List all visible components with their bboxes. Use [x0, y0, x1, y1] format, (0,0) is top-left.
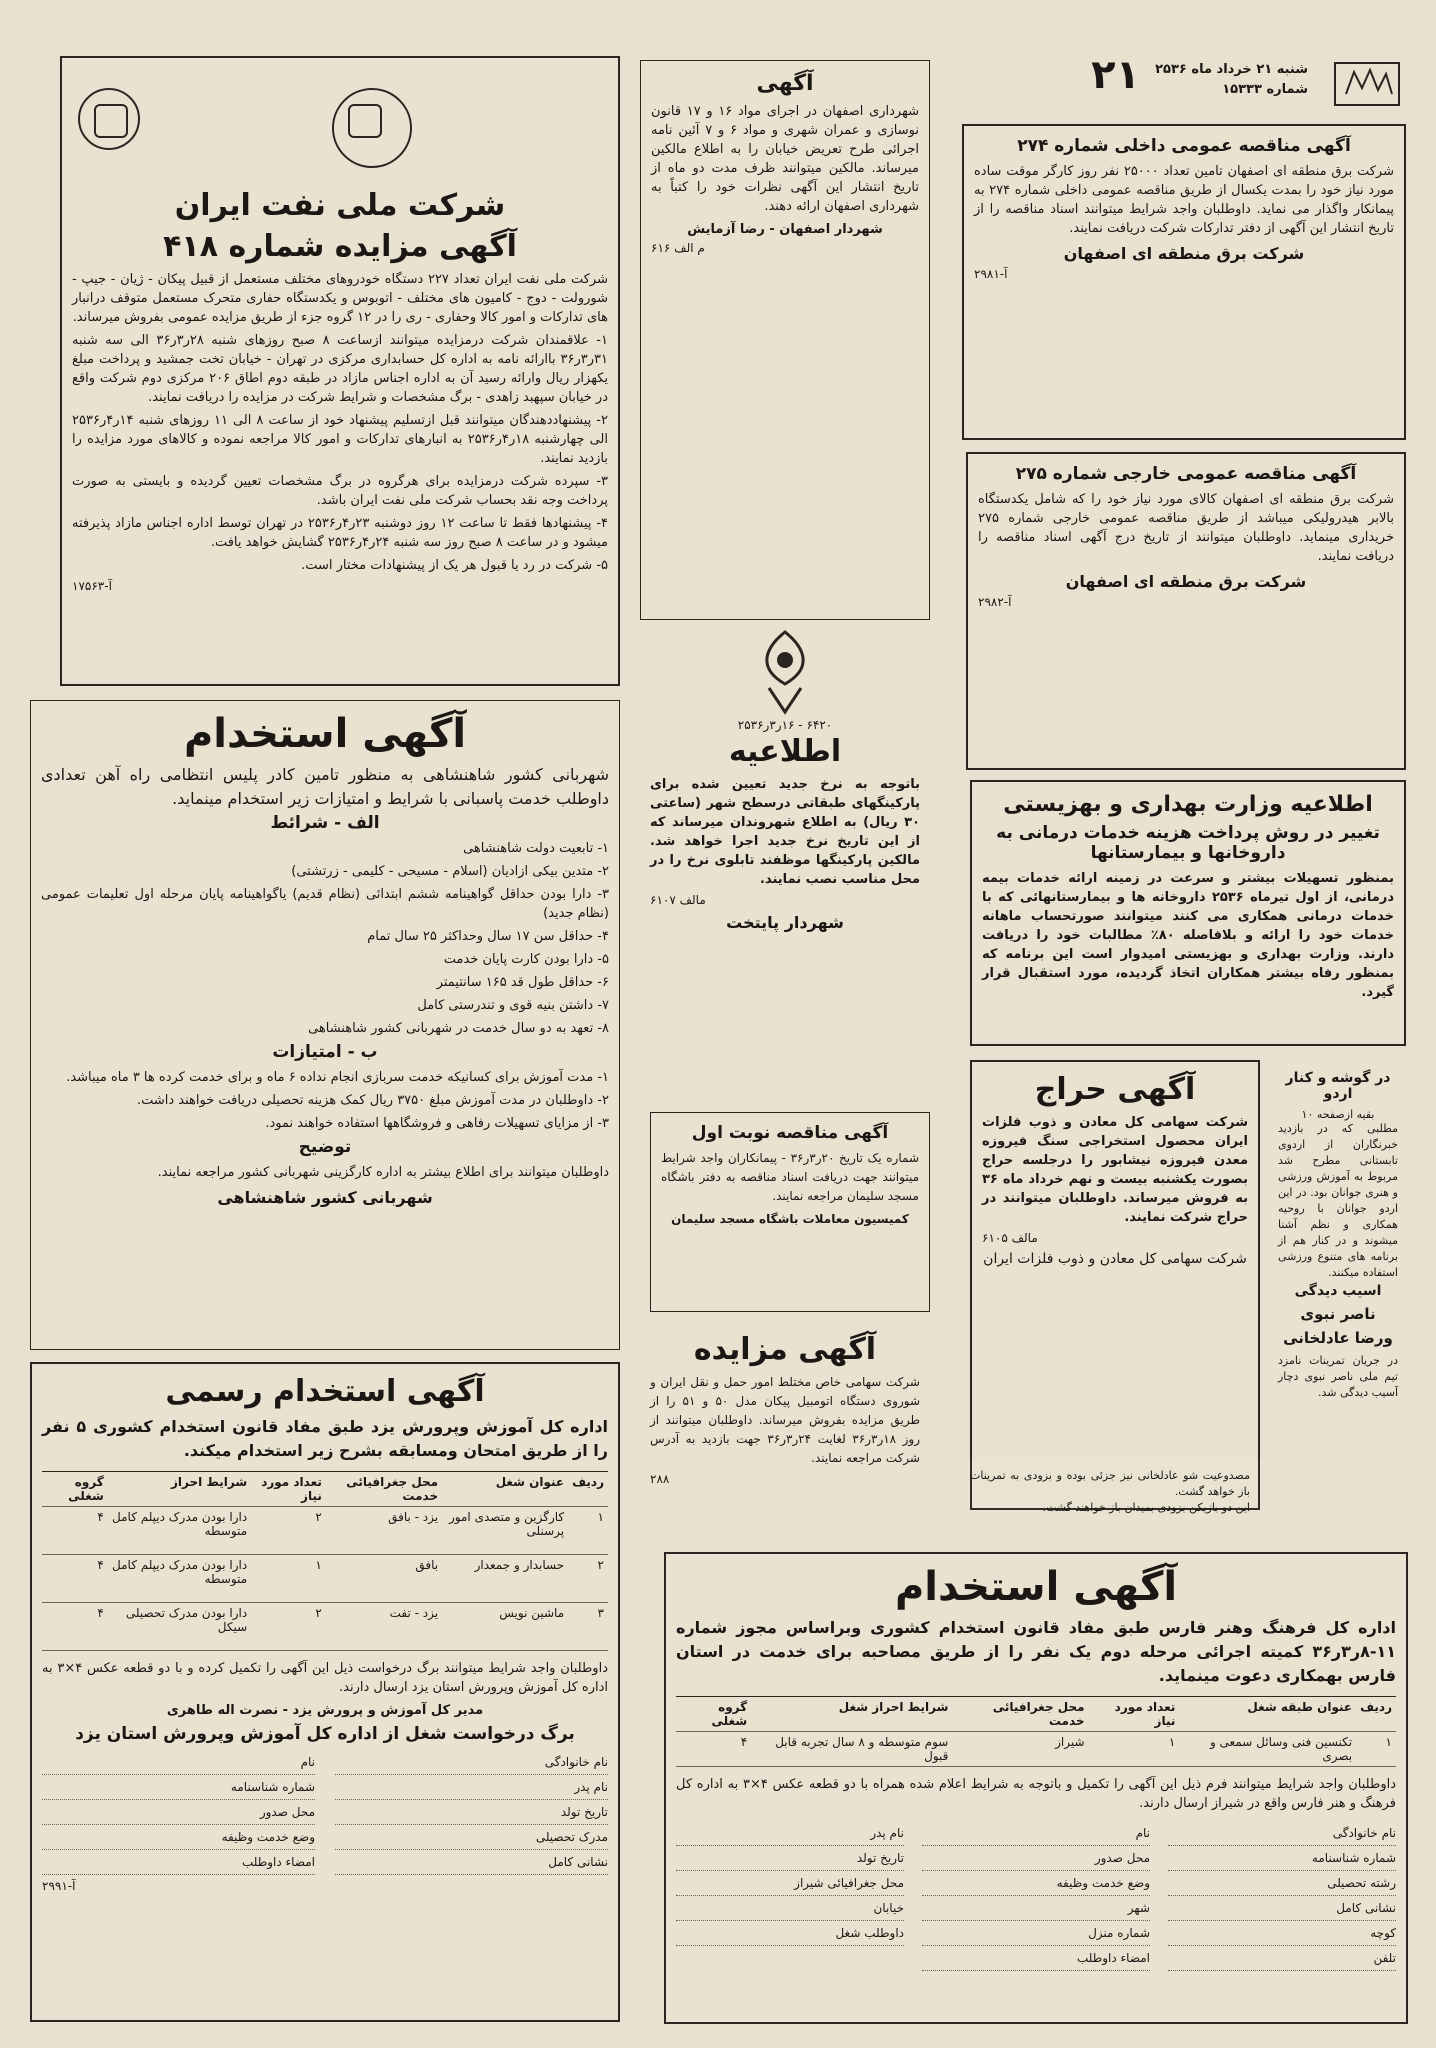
tender-274-ad: [962, 124, 1406, 440]
masthead-issue: شماره ۱۵۳۳۳: [1222, 82, 1308, 97]
harraj-auction-ad: [970, 1060, 1260, 1510]
capital-ref: مالف ۶۱۰۷: [650, 893, 706, 907]
tender-first-sign: کمیسیون معاملات باشگاه مسجد سلیمان: [671, 1212, 909, 1226]
cell: سوم متوسطه و ۸ سال تجربه قابل قبول: [751, 1732, 952, 1767]
cell: ۴: [42, 1507, 108, 1555]
col-header: گروه شغلی: [42, 1472, 108, 1507]
health-title: اطلاعیه وزارت بهداری و بهزیستی: [1003, 792, 1373, 817]
harraj-sign: شرکت سهامی کل معادن و ذوب فلزات ایران: [983, 1251, 1247, 1267]
yazd-jobs-table: [42, 1471, 608, 1651]
sports-column: [1268, 1060, 1408, 1510]
nioc-emblem: [78, 88, 140, 150]
fars-title: آگهی استخدام: [894, 1564, 1178, 1610]
yazd-ref: آ-۲۹۹۱: [42, 1879, 76, 1893]
form-field[interactable]: شماره منزل: [922, 1921, 1150, 1946]
police-intro: شهربانی کشور شاهنشاهی به منظور تامین کادر پلیس انتظامی راه آهن تعدادی داوطلب خدمت پاسبانی با شرایط و امتیازات زیر استخدام مینماید.: [41, 765, 609, 808]
form-field[interactable]: نام پدر: [335, 1775, 608, 1800]
form-field[interactable]: محل جغرافیائی شیراز: [676, 1871, 904, 1896]
col-header: ردیف: [1356, 1697, 1396, 1732]
yazd-form-title: برگ درخواست شغل از اداره کل آموزش وپرورش استان یزد: [75, 1724, 575, 1744]
fars-jobs-table: [676, 1696, 1396, 1767]
tender-275-title: آگهی مناقصه عمومی خارجی شماره ۲۷۵: [1015, 464, 1357, 484]
form-field[interactable]: امضاء داوطلب: [42, 1850, 315, 1875]
form-field[interactable]: امضاء داوطلب: [922, 1946, 1150, 1971]
capital-notice-ad: [640, 620, 930, 1110]
nioc-org: شرکت ملی نفت ایران: [174, 188, 506, 223]
harraj-ref: مالف ۶۱۰۵: [982, 1231, 1038, 1245]
cell: حسابدار و جمعدار: [442, 1555, 568, 1603]
list-item: ۸- تعهد به دو سال خدمت در شهربانی کشور شاهنشاهی: [308, 1021, 609, 1036]
cell: ۱: [1089, 1732, 1180, 1767]
cell: ۳: [568, 1603, 608, 1651]
table-row: [42, 1507, 608, 1555]
cell: ۲: [568, 1555, 608, 1603]
fars-employment-ad: [664, 1552, 1408, 2024]
police-conditions: [41, 839, 609, 1038]
form-field[interactable]: نام پدر: [676, 1821, 904, 1846]
yazd-sign: مدیر کل آموزش و پرورش یزد - نصرت اله طاهری: [166, 1703, 484, 1718]
cell: شیراز: [952, 1732, 1088, 1767]
nioc-para: ۱- علاقمندان شرکت درمزایده میتوانند ازساعت ۸ صبح روزهای شنبه ۲۸ر۳ر۳۶ الی سه شنبه ۳۱ر۳ر۳۶ باارائه نامه به اداره کل حسابداری مرکزی در تهران - خیابان تخت جمشید و پرداخت مبلغ یکهزار ریال وارائه رسید آن به اداره اجناس مازاد در طبقه دوم اطاق ۲۰۶ مرکزی دوم شرکت واقع در خیابان سپهبد زاهدی - برگ مشخصات و شرایط شرکت در مزایده را دریافت نمایند.: [72, 333, 608, 405]
col-header: تعداد مورد نیاز: [251, 1472, 326, 1507]
nioc-para: شرکت ملی نفت ایران تعداد ۲۲۷ دستگاه خودروهای مختلف مستعمل از قبیل پیکان - ژیان - جیپ - شورولت - دوج - کامیون های مختلف - اتوبوس و یکدستگاه حفاری متحرک مستعمل متوقف درانبار های تدارکات و امور کالا وحفاری - ری را در ۱۲ گروه جزء از طریق مزایده عمومی بفروش میرساند.: [72, 272, 608, 325]
cell: یزد - تفت: [326, 1603, 442, 1651]
form-field[interactable]: شهر: [922, 1896, 1150, 1921]
form-field[interactable]: نشانی کامل: [1168, 1896, 1396, 1921]
nioc-title: آگهی مزایده شماره ۴۱۸: [163, 229, 517, 264]
health-ministry-ad: [970, 780, 1406, 1046]
isfahan-title: آگهی: [756, 71, 814, 96]
nioc-para: ۵- شرکت در رد یا قبول هر یک از پیشنهادات مختار است.: [301, 558, 608, 573]
form-field[interactable]: نام خانوادگی: [1168, 1821, 1396, 1846]
police-benefits: [41, 1068, 609, 1133]
form-field[interactable]: کوچه: [1168, 1921, 1396, 1946]
yazd-form: [42, 1750, 608, 1875]
form-field[interactable]: نام: [922, 1821, 1150, 1846]
tender-275-ref: آ-۲۹۸۲: [978, 595, 1012, 609]
form-field[interactable]: شماره شناسنامه: [1168, 1846, 1396, 1871]
capital-sign: شهردار پایتخت: [726, 913, 844, 932]
police-employment-ad: [30, 700, 620, 1350]
police-note: داوطلبان میتوانند برای اطلاع بیشتر به اداره کارگزینی شهربانی کشور مراجعه نمایند.: [157, 1165, 609, 1180]
list-item: ۷- داشتن بنیه قوی و تندرستی کامل: [417, 998, 609, 1013]
form-field[interactable]: تاریخ تولد: [335, 1800, 608, 1825]
col-header: ردیف: [568, 1472, 608, 1507]
auction-ad: [640, 1322, 930, 1542]
nioc-ref: آ-۱۷۵۶۳: [72, 579, 112, 593]
masthead-logo: [1334, 62, 1400, 106]
fars-notes: داوطلبان واجد شرایط میتوانند فرم ذیل این آگهی را تکمیل و باتوجه به شرایط اعلام شده همراه با دو قطعه عکس ۴×۳ به اداره کل فرهنگ و هنر فارس واقع در شیراز ارسال دارند.: [676, 1777, 1397, 1811]
yazd-intro: اداره کل آموزش وپرورش یزد طبق مفاد قانون استخدام کشوری ۵ نفر را از طریق امتحان ومسابقه بشرح زیر استخدام میکند.: [42, 1417, 609, 1460]
cell: کارگزین و متصدی امور پرسنلی: [442, 1507, 568, 1555]
col-header: تعداد مورد نیاز: [1089, 1697, 1180, 1732]
fars-intro: اداره کل فرهنگ وهنر فارس طبق مفاد قانون استخدام کشوری وبراساس مجوز شماره ۱۱-۸ر۳ر۳۶ کمیته اجرائی مرحله دوم یک نفر را از طریق مصاحبه برای خدمت در استان فارس بهمکاری دعوت مینماید.: [676, 1618, 1396, 1685]
tender-first-ad: [650, 1112, 930, 1312]
police-h2: ب - امتیازات: [272, 1042, 378, 1062]
table-row: [676, 1732, 1396, 1767]
cell: ۴: [676, 1732, 751, 1767]
list-item: ۲- داوطلبان در مدت آموزش مبلغ ۳۷۵۰ ریال کمک هزینه تحصیلی دریافت خواهند داشت.: [136, 1093, 609, 1108]
tender-274-text: شرکت برق منطقه ای اصفهان تامین تعداد ۲۵۰۰۰ نفر روز کارگر موقت ساده مورد نیاز خود را بمدت یکسال از طریق مناقصه عمومی داخلی شماره ۲۷۴ به پیمانکار واگذار می نماید. داوطلبان واجد شرایط میتوانند اسناد مناقصه را از تاریخ انتشار این آگهی از دفتر تدارکات شرکت دریافت نمایند.: [974, 164, 1394, 236]
column-text: مطلبی که در بازدید خبرنگاران از اردوی تابستانی مطرح شد مربوط به آموزش ورزشی و هنری جوانان بود. در این اردو جوانان با روحیه همکاری و نظم آشنا میشوند و در کنار هم از برنامه های متنوع ورزشی استفاده میکنند.: [1278, 1122, 1398, 1279]
police-h1: الف - شرائط: [270, 813, 380, 833]
capital-title: اطلاعیه: [728, 734, 842, 769]
nioc-para: ۳- سپرده شرکت درمزایده برای هرگروه در برگ مشخصات تعیین گردیده و بایستی به صورت پرداخت وجه نقد بحساب شرکت ملی نفت ایران باشد.: [72, 474, 608, 508]
cell: بافق: [326, 1555, 442, 1603]
list-item: ۵- دارا بودن کارت پایان خدمت: [443, 952, 609, 967]
table-header-row: [676, 1697, 1396, 1732]
tender-275-sign: شرکت برق منطقه ای اصفهان: [1065, 572, 1307, 591]
harraj-text: شرکت سهامی کل معادن و ذوب فلزات ایران محصول استخراجی سنگ فیروزه معدن فیروزه نیشابور را درجلسه حراج بصورت یکشنبه بیست و نهم خرداد ماه ۳۶ به فروش میرساند. داوطلبان میتوانند در حراج شرکت نمایند.: [982, 1115, 1248, 1225]
table-row: [42, 1603, 608, 1651]
column-bullet: اسیب دیدگی: [1294, 1283, 1382, 1299]
seal-text: ۶۴۲۰ - ۱۶ر۳ر۲۵۳۶: [737, 718, 833, 732]
page-number: ۲۱: [1091, 52, 1140, 98]
cell: دارا بودن مدرک دیپلم کامل متوسطه: [108, 1555, 251, 1603]
cell: ۲: [251, 1507, 326, 1555]
isfahan-ref: م الف ۶۱۶: [651, 241, 705, 255]
health-text: بمنظور تسهیلات بیشتر و سرعت در زمینه ارائه خدمات بیمه درمانی، از اول تیرماه ۲۵۳۶ داروخانه ها و بیمارستانهائی که با خدمات درمانی همکاری می کنند میتوانند صورتحساب ماهانه خدمات خود را ارائه و بلافاصله ۸۰٪ مطالبات خود را دریافت دارند. وزارت بهداری و بهزیستی امیدوار است این برنامه که بمنظور رفاه بیشتر همکاران اتخاذ گردیده، مورد استقبال قرار گیرد.: [982, 871, 1394, 1000]
list-item: ۳- از مزایای تسهیلات رفاهی و فروشگاهها استفاده خواهند نمود.: [265, 1116, 609, 1131]
masthead-date: شنبه ۲۱ خرداد ماه ۲۵۳۶: [1155, 62, 1308, 77]
form-field[interactable]: تاریخ تولد: [676, 1846, 904, 1871]
column-subtitle: بقیه ازصفحه ۱۰: [1301, 1108, 1375, 1121]
form-field[interactable]: نام: [42, 1750, 315, 1775]
police-title: آگهی استخدام: [183, 711, 467, 757]
form-field[interactable]: داوطلب شغل: [676, 1921, 904, 1946]
harraj-title: آگهی حراج: [1034, 1072, 1196, 1107]
fars-form: [676, 1821, 1396, 1971]
list-item: ۲- متدین بیکی ازادیان (اسلام - مسیحی - کلیمی - زرتشتی): [291, 864, 609, 879]
form-field[interactable]: نشانی کامل: [335, 1850, 608, 1875]
form-field[interactable]: شماره شناسنامه: [42, 1775, 315, 1800]
form-field[interactable]: وضع خدمت وظیفه: [42, 1825, 315, 1850]
cell: ۱: [568, 1507, 608, 1555]
form-field[interactable]: رشته تحصیلی: [1168, 1871, 1396, 1896]
bottom-column-text: [960, 1460, 1260, 1524]
cell: ۴: [42, 1555, 108, 1603]
form-field[interactable]: نام خانوادگی: [335, 1750, 608, 1775]
cell: ماشین نویس: [442, 1603, 568, 1651]
list-item: ۱- مدت آموزش برای کسانیکه خدمت سربازی انجام نداده ۶ ماه و برای خدمت کرده ها ۳ ماه میباشد.: [66, 1070, 609, 1085]
police-sign: شهربانی کشور شاهنشاهی: [217, 1188, 433, 1207]
municipality-seal: [650, 628, 920, 718]
form-field[interactable]: تلفن: [1168, 1946, 1396, 1971]
nioc-logo: [332, 88, 412, 168]
police-h3: توضیح: [298, 1137, 352, 1157]
column-title: در گوشه و کنار اردو: [1285, 1070, 1391, 1102]
tender-274-title: آگهی مناقصه عمومی داخلی شماره ۲۷۴: [1017, 136, 1351, 156]
col-header: گروه شغلی: [676, 1697, 751, 1732]
tender-275-text: شرکت برق منطقه ای اصفهان کالای مورد نیاز خود را که شامل یکدستگاه بالابر هیدرولیکی میباشد از طریق مناقصه عمومی خارجی شماره ۲۷۵ خریداری مینماید. داوطلبان میتوانند از تاریخ درج آگهی اسناد مناقصه را دریافت نمایند.: [978, 492, 1394, 564]
column-author1: ناصر نبوی: [1300, 1305, 1376, 1323]
column-author2: ورضا عادلخانی: [1283, 1329, 1393, 1347]
cell: یزد - بافق: [326, 1507, 442, 1555]
isfahan-text: شهرداری اصفهان در اجرای مواد ۱۶ و ۱۷ قانون نوسازی و عمران شهری و مواد ۶ و ۷ آئین نامه اجرائی طرح تعریض خیابان را به اطلاع مالکین میرساند. مالکین میتوانند ظرف مدت دو ماه از تاریخ انتشار این آگهی نظرات خود را کتباً به شهرداری اصفهان ارائه دهند.: [651, 104, 919, 214]
cell: ۱: [1356, 1732, 1396, 1767]
capital-text: باتوجه به نرخ جدید تعیین شده برای پارکینگهای طبقاتی درسطح شهر (ساعتی ۳۰ ریال) به اطلاع شهروندان میرساند که از این تاریخ نرخ جدید اجرا خواهد شد. مالکین پارکینگها موظفند تابلوی نرخ را در محل مناسب نصب نمایند.: [650, 777, 920, 887]
tender-first-text: شماره یک تاریخ ۲۰ر۳ر۳۶ - پیمانکاران واجد شرایط میتوانند جهت دریافت اسناد مناقصه به دفتر باشگاه مسجد سلیمان مراجعه نمایند.: [661, 1151, 919, 1203]
nioc-auction-ad: [60, 56, 620, 686]
tender-274-ref: آ-۲۹۸۱: [974, 267, 1008, 281]
column-text2: در جریان تمرینات نامزد تیم ملی ناصر نبوی دچار آسیب دیدگی شد.: [1278, 1354, 1398, 1399]
nioc-body: [72, 270, 608, 575]
col-header: محل جغرافیائی خدمت: [952, 1697, 1088, 1732]
cell: دارا بودن مدرک دیپلم کامل متوسطه: [108, 1507, 251, 1555]
cell: دارا بودن مدرک تحصیلی سیکل: [108, 1603, 251, 1651]
col-header: شرایط احراز شغل: [751, 1697, 952, 1732]
tender-first-title: آگهی مناقصه نوبت اول: [691, 1123, 889, 1143]
auction-text: شرکت سهامی خاص مختلط امور حمل و نقل ایران و شوروی دستگاه اتومبیل پیکان مدل ۵۰ و ۵۱ را از طریق مزایده بفروش میرساند. داوطلبان میتوانند از روز ۱۸ر۳ر۳۶ لغایت ۲۴ر۳ر۳۶ جهت بازدید به آدرس شرکت مراجعه نمایند.: [650, 1375, 920, 1465]
cell: ۲: [251, 1603, 326, 1651]
list-item: ۶- حداقل طول قد ۱۶۵ سانتیمتر: [436, 975, 609, 990]
bottom-text2: این دو بازیکن بزودی بمیدان باز خواهند گشت.: [1042, 1501, 1250, 1514]
form-field[interactable]: محل صدور: [42, 1800, 315, 1825]
col-header: عنوان طبقه شغل: [1179, 1697, 1356, 1732]
table-row: [42, 1555, 608, 1603]
nioc-para: ۴- پیشنهادها فقط تا ساعت ۱۲ روز دوشنبه ۲۳ر۴ر۲۵۳۶ در تهران توسط اداره اجناس مازاد پذیرفته میشود و در ساعت ۸ صبح روز سه شنبه ۲۴ر۴ر۲۵۳۶ گشایش خواهد یافت.: [72, 516, 608, 550]
yazd-title: آگهی استخدام رسمی: [165, 1374, 485, 1409]
list-item: ۴- حداقل سن ۱۷ سال وحداکثر ۲۵ سال تمام: [367, 929, 609, 944]
isfahan-notice-ad: [640, 60, 930, 620]
col-header: شرایط احراز: [108, 1472, 251, 1507]
list-item: ۳- دارا بودن حداقل گواهینامه ششم ابتدائی (نظام قدیم) یاگواهینامه پایان مرحله اول تعلیمات عمومی (نظام جدید): [41, 887, 609, 921]
form-field[interactable]: وضع خدمت وظیفه: [922, 1871, 1150, 1896]
form-field[interactable]: خیابان: [676, 1896, 904, 1921]
auction-title: آگهی مزایده: [693, 1332, 877, 1367]
isfahan-sign: شهردار اصفهان - رضا آزمایش: [687, 222, 883, 237]
col-header: عنوان شغل: [442, 1472, 568, 1507]
cell: ۴: [42, 1603, 108, 1651]
yazd-notes: داوطلبان واجد شرایط میتوانند برگ درخواست ذیل این آگهی را تکمیل کرده و با دو قطعه عکس ۴×۳ به اداره کل آموزش وپرورش استان یزد ارسال دارند.: [42, 1661, 608, 1695]
auction-ref: ۲۸۸: [650, 1472, 670, 1486]
cell: ۱: [251, 1555, 326, 1603]
cell: تکنسین فنی وسائل سمعی و بصری: [1179, 1732, 1356, 1767]
col-header: محل جغرافیائی خدمت: [326, 1472, 442, 1507]
masthead: [940, 52, 1400, 108]
tender-275-ad: [966, 452, 1406, 770]
bottom-text: مصدوعیت شو عادلخانی نیز جزئی بوده و بزودی به تمرینات باز خواهد گشت.: [970, 1469, 1250, 1498]
yazd-education-ad: [30, 1362, 620, 2022]
list-item: ۱- تابعیت دولت شاهنشاهی: [463, 841, 609, 856]
nioc-para: ۲- پیشنهاددهندگان میتوانند قبل ازتسلیم پیشنهاد خود از ساعت ۸ الی ۱۱ روزهای شنبه ۱۴ر۴ر۲۵۳۶ الی چهارشنبه ۱۸ر۴ر۲۵۳۶ به انبارهای تدارکات و امور کالا مراجعه نموده و کالاهای مورد مزایده را بازدید نمایند.: [72, 413, 608, 466]
form-field[interactable]: مدرک تحصیلی: [335, 1825, 608, 1850]
tender-274-sign: شرکت برق منطقه ای اصفهان: [1063, 244, 1305, 263]
form-field[interactable]: محل صدور: [922, 1846, 1150, 1871]
health-subtitle: تغییر در روش پرداخت هزینه خدمات درمانی به داروخانها و بیمارستانها: [996, 823, 1380, 863]
table-header-row: [42, 1472, 608, 1507]
